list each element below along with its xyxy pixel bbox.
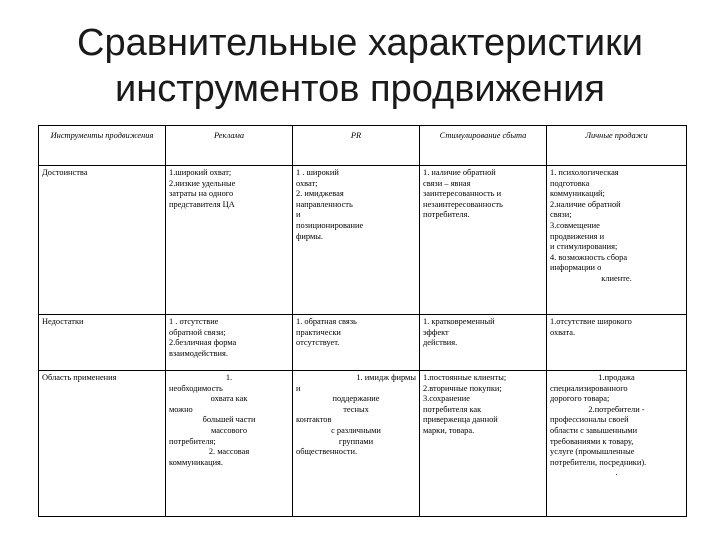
table-row [39,315,687,371]
header-text: Инструменты [50,131,104,140]
slide-title [0,20,720,112]
header-text: сбыта [502,131,527,140]
cell-disadvantages-pr: 1. обратная связь практически отсутствует. [293,315,420,371]
cell-application-personal-selling: 1.продажа специализированного дорогого товара; 2.потребители - профессионалы своей области с завышенными требованиями к товару, услуге (промышленные потребители, посредники). . [547,371,687,517]
header-row [39,126,687,166]
header-cell-sales-promotion [420,126,547,166]
header-cell-personal-selling [547,126,687,166]
title-line-1: Сравнительные характеристики [77,22,643,64]
table-row [39,166,687,315]
header-text: Реклама [213,131,245,140]
cell-advantages-pr: 1 . широкий охват; 2. имиджевая направленность и позиционирование фирмы. [293,166,420,315]
table-row [39,371,687,517]
header-text: продвижения [105,131,154,140]
header-text: PR [350,131,362,140]
cell-advantages-personal-selling: 1. психологическая подготовка коммуникаций; 2.наличие обратной связи; 3.совмещение продвижения и и стимулирования; 4. возможность сбора информации о клиенте. [547,166,687,315]
cell-disadvantages-promotion: 1. кратковременный эффект действия. [420,315,547,371]
comparison-table [38,125,687,517]
row-label-application: Область применения [39,371,166,517]
header-text: Личные продажи [585,131,648,140]
cell-advantages-advertising: 1.широкий охват; 2.низкие удельные затраты на одного представителя ЦА [166,166,293,315]
header-text: Стимулирование [439,131,501,140]
header-cell-pr [293,126,420,166]
cell-disadvantages-personal-selling: 1.отсутствие широкого охвата. [547,315,687,371]
cell-application-promotion: 1.постоянные клиенты; 2.вторичные покупки; 3.сохранение потребителя как приверженца данной марки, товара. [420,371,547,517]
cell-advantages-promotion: 1. наличие обратной связи – явная заинтересованность и незаинтересованность потребителя. [420,166,547,315]
cell-application-pr: 1. имидж фирмы и поддержание тесных контактов с различными группами общественности. [293,371,420,517]
cell-application-advertising: 1. необходимость охвата как можно большей части массового потребителя; 2. массовая коммуникация. [166,371,293,517]
cell-disadvantages-advertising: 1 . отсутствие обратной связи; 2.безличная форма взаимодействия. [166,315,293,371]
title-line-2: инструментов продвижения [115,68,605,110]
header-cell-tools [39,126,166,166]
header-cell-advertising [166,126,293,166]
row-label-advantages: Достоинства [39,166,166,315]
row-label-disadvantages: Недостатки [39,315,166,371]
